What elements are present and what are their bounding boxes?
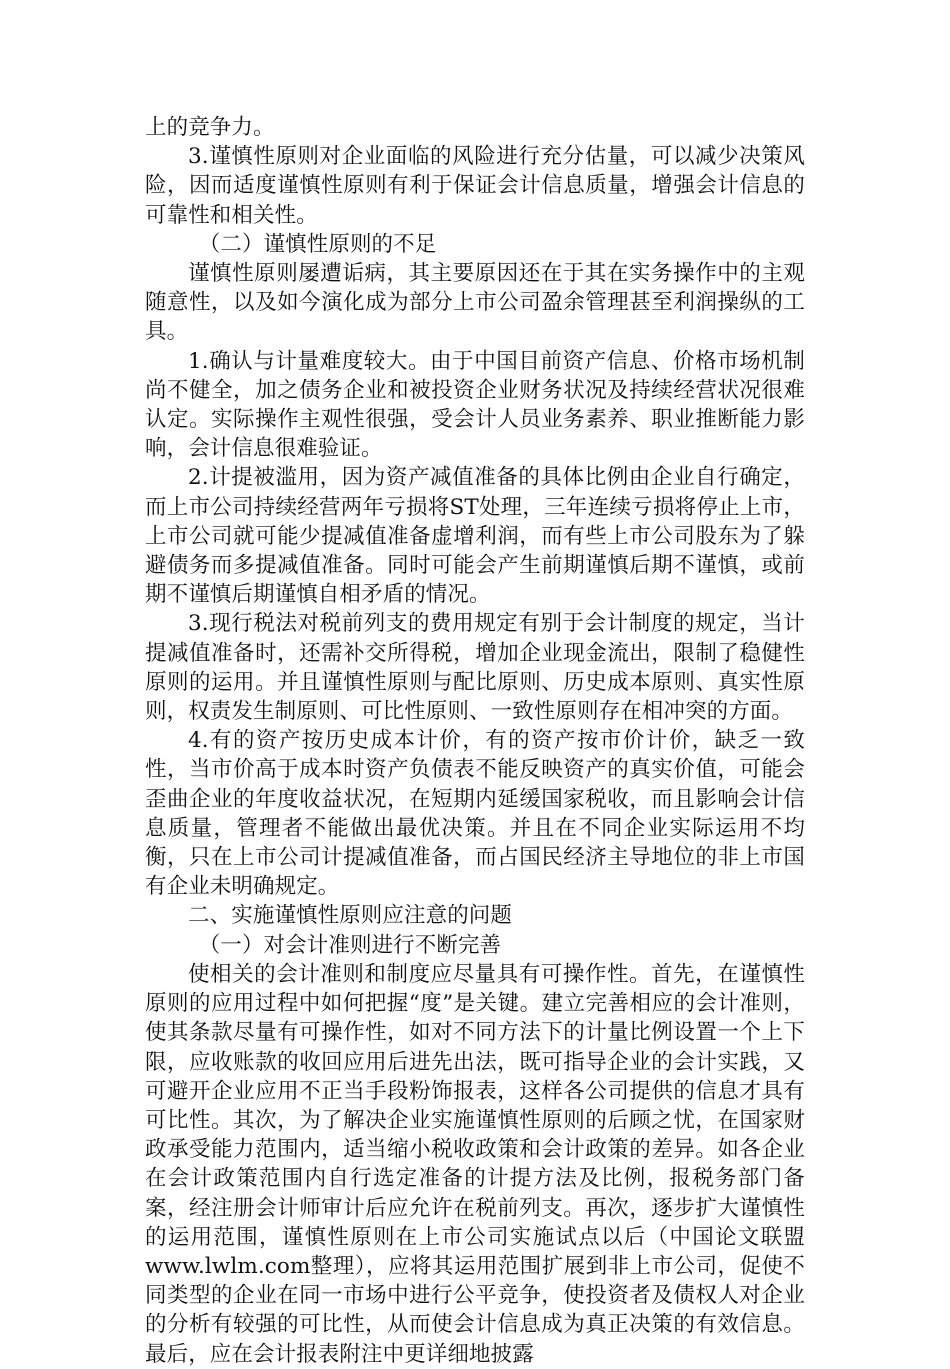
section-heading-improve-standards: （一）对会计准则进行不断完善 [198, 932, 502, 958]
section-heading-implementation: 二、实施谨慎性原则应注意的问题 [188, 903, 513, 929]
paragraph-point-3-tax: 3.现行税法对税前列支的费用规定有别于会计制度的规定，当计提减值准备时，还需补交所得税，增加企业现金流出，限制了稳健性原则的运用。并且谨慎性原则与配比原则、历史成本原则、真实性原则，权责发生制原则、可比性原则、一致性原则存在相冲突的方面。 [145, 611, 805, 725]
paragraph-competitiveness-tail: 上的竞争力。 [145, 115, 275, 140]
document-body [145, 113, 805, 1369]
paragraph-point-2-abuse: 2.计提被滥用，因为资产减值准备的具体比例由企业自行确定，而上市公司持续经营两年亏损将ST处理，三年连续亏损将停止上市，上市公司就可能少提减值准备虚增利润，而有些上市公司股东为了躲避债务而多提减值准备。同时可能会产生前期谨慎后期不谨慎，或前期不谨慎后期谨慎自相矛盾的情况。 [145, 465, 805, 608]
paragraph-point-4-valuation: 4.有的资产按历史成本计价，有的资产按市价计价，缺乏一致性，当市价高于成本时资产负债表不能反映资产的真实价值，可能会歪曲企业的年度收益状况，在短期内延缓国家税收，而且影响会计信息质量，管理者不能做出最优决策。并且在不同企业实际运用不均衡，只在上市公司计提减值准备，而占国民经济主导地位的非上市国有企业未明确规定。 [145, 728, 805, 900]
paragraph-point-1-measurement: 1.确认与计量难度较大。由于中国目前资产信息、价格市场机制尚不健全，加之债务企业和被投资企业财务状况及持续经营状况很难认定。实际操作主观性很强，受会计人员业务素养、职业推断能力影响，会计信息很难验证。 [145, 348, 805, 462]
paragraph-point-3-risk: 3.谨慎性原则对企业面临的风险进行充分估量，可以减少决策风险，因而适度谨慎性原则有利于保证会计信息质量，增强会计信息的可靠性和相关性。 [145, 144, 805, 228]
paragraph-standards-detail: 使相关的会计准则和制度应尽量具有可操作性。首先，在谨慎性原则的应用过程中如何把握“度”是关键。建立完善相应的会计准则，使其条款尽量有可操作性，如对不同方法下的计量比例设置一个上下限，应收账款的收回应用后进先出法，既可指导企业的会计实践，又可避开企业应用不正当手段粉饰报表，这样各公司提供的信息才具有可比性。其次，为了解决企业实施谨慎性原则的后顾之忧，在国家财政承受能力范围内，适当缩小税收政策和会计政策的差异。如各企业在会计政策范围内自行选定准备的计提方法及比例，报税务部门备案，经注册会计师审计后应允许在税前列支。再次，逐步扩大谨慎性的运用范围，谨慎性原则在上市公司实施试点以后（中国论文联盟www.lwlm.com整理），应将其运用范围扩展到非上市公司，促使不同类型的企业在同一市场中进行公平竞争，使投资者及债权人对企业的分析有较强的可比性，从而使会计信息成为真正决策的有效信息。最后，应在会计报表附注中更详细地披露 [145, 961, 805, 1367]
paragraph-criticism: 谨慎性原则屡遭诟病，其主要原因还在于其在实务操作中的主观随意性，以及如今演化成为部分上市公司盈余管理甚至利润操纵的工具。 [145, 261, 805, 345]
section-heading-shortcomings: （二）谨慎性原则的不足 [198, 231, 437, 257]
